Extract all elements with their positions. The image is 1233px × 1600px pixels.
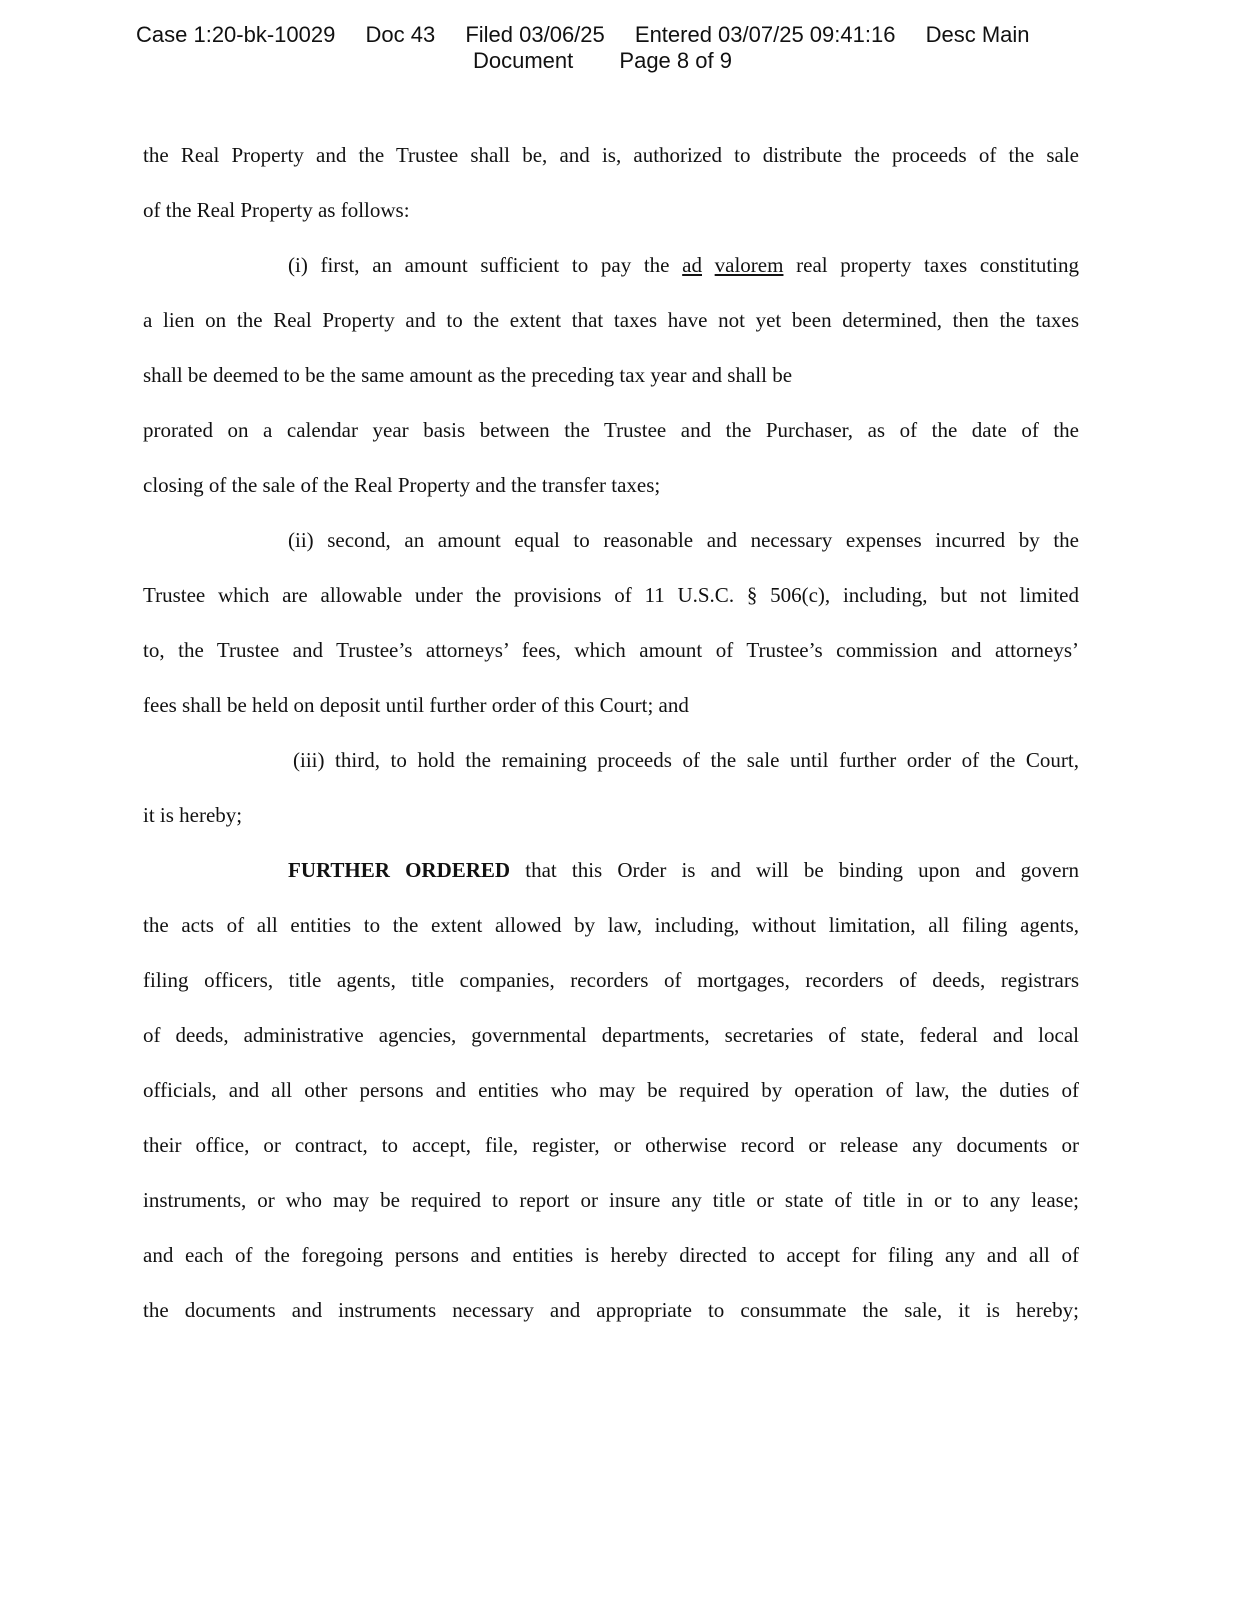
body-line: filing officers, title agents, title companies, recorders of mortgages, recorders of deeds, registrars [143, 968, 1079, 992]
document-label: Document [473, 48, 574, 73]
body-line: instruments, or who may be required to report or insure any title or state of title in or to any lease; [143, 1188, 1079, 1212]
body-line: the acts of all entities to the extent allowed by law, including, without limitation, all filing agents, [143, 913, 1079, 937]
body-line: fees shall be held on deposit until further order of this Court; and [143, 693, 689, 717]
page-number: Page 8 of 9 [619, 48, 732, 73]
body-line: it is hereby; [143, 803, 243, 827]
body-line: Trustee which are allowable under the provisions of 11 U.S.C. § 506(c), including, but not limited [143, 583, 1079, 607]
paragraph-item-iii: (iii) third, to hold the remaining proceeds of the sale until further order of the Court, [293, 748, 1079, 772]
body-line: to, the Trustee and Trustee’s attorneys’ fees, which amount of Trustee’s commission and attorneys’ [143, 638, 1079, 662]
underlined-term: valorem [714, 253, 784, 277]
body-line: and each of the foregoing persons and entities is hereby directed to accept for filing any and all of [143, 1243, 1079, 1267]
underlined-term: ad [682, 253, 702, 277]
body-line: the Real Property and the Trustee shall be, and is, authorized to distribute the proceeds of the sale [143, 143, 1079, 167]
body-line: of the Real Property as follows: [143, 198, 410, 222]
header-line-1 [136, 22, 1030, 48]
body-line: prorated on a calendar year basis between the Trustee and the Purchaser, as of the date of the [143, 418, 1079, 442]
body-line: their office, or contract, to accept, file, register, or otherwise record or release any documents or [143, 1133, 1079, 1157]
body-line: the documents and instruments necessary and appropriate to consummate the sale, it is hereby; [143, 1298, 1079, 1322]
text-run: (i) first, an amount sufficient to pay the [288, 253, 670, 277]
text-run: real property taxes constituting [796, 253, 1079, 277]
paragraph-item-i [288, 250, 1079, 280]
case-number: Case 1:20-bk-10029 [136, 22, 336, 47]
body-line: shall be deemed to be the same amount as the preceding tax year and shall be [143, 363, 793, 387]
filed-date: Filed 03/06/25 [465, 22, 605, 47]
description: Desc Main [925, 22, 1030, 47]
entered-date: Entered 03/07/25 09:41:16 [634, 22, 896, 47]
header-line-2 [473, 48, 732, 74]
text-run: that this Order is and will be binding upon and govern [525, 858, 1079, 882]
doc-number: Doc 43 [365, 22, 436, 47]
further-ordered-paragraph [288, 855, 1079, 885]
body-line: officials, and all other persons and entities who may be required by operation of law, the duties of [143, 1078, 1079, 1102]
body-line: closing of the sale of the Real Property and the transfer taxes; [143, 473, 661, 497]
further-ordered-heading: FURTHER ORDERED [288, 858, 511, 882]
paragraph-item-ii: (ii) second, an amount equal to reasonable and necessary expenses incurred by the [288, 528, 1079, 552]
body-line: a lien on the Real Property and to the extent that taxes have not yet been determined, then the taxes [143, 308, 1079, 332]
body-line: of deeds, administrative agencies, governmental departments, secretaries of state, federal and local [143, 1023, 1079, 1047]
